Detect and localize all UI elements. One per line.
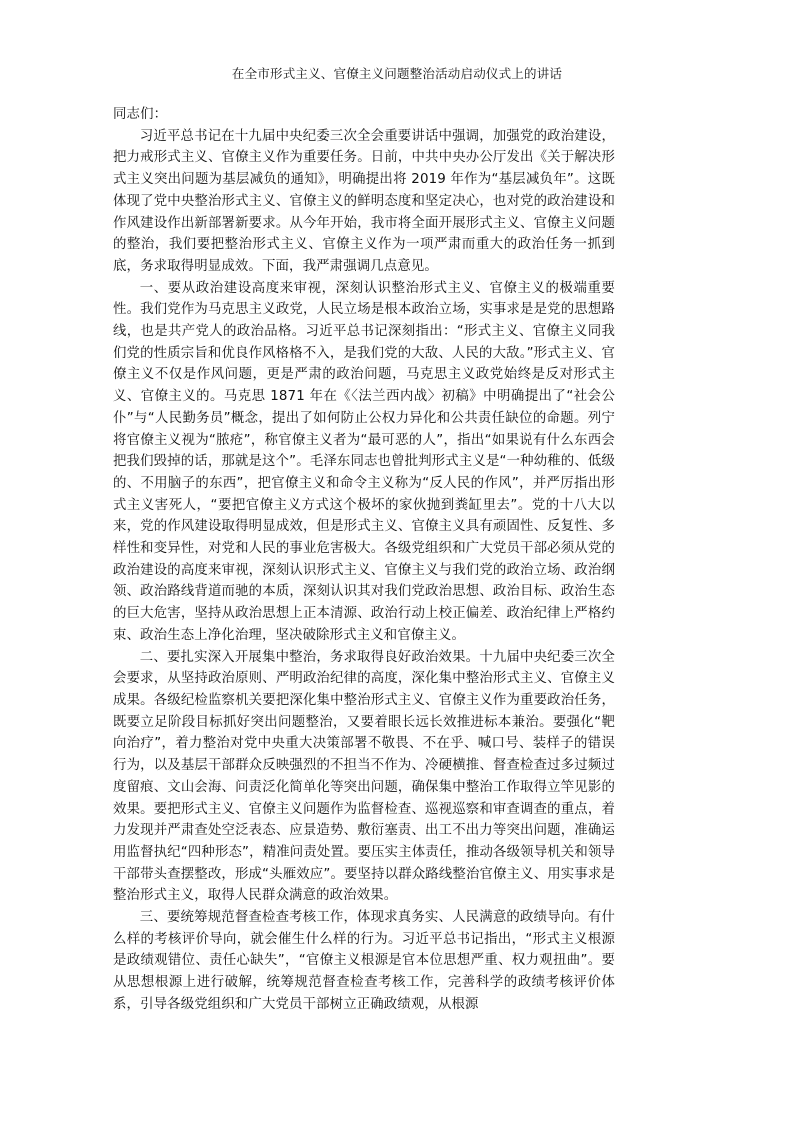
paragraph-section-one: 一、要从政治建设高度来审视，深刻认识整治形式主义、官僚主义的极端重要性。我们党作为马克思主义政党，人民立场是根本政治立场，实事求是是党的思想路线，也是共产党人的政治品格。习近平总书记深刻指出：“形式主义、官僚主义同我们党的性质宗旨和优良作风格格不入，是我们党的大敌、人民的大敌。”形式主义、官僚主义不仅是作风问题，更是严肃的政治问题，马克思主义政党始终是反对形式主义、官僚主义的。马克思 1871 年在《〈法兰西内战〉初稿》中明确提出了“社会公仆”与“人民勤务员”概念，提出了如何防止公权力异化和公共责任缺位的命题。列宁将官僚主义视为“脓疮”，称官僚主义者为“最可恶的人”，指出“如果说有什么东西会把我们毁掉的话，那就是这个”。毛泽东同志也曾批判形式主义是“一种幼稚的、低级的、不用脑子的东西”，把官僚主义和命令主义称为“反人民的作风”，并严厉指出形式主义害死人，“要把官僚主义方式这个极坏的家伙抛到粪缸里去”。党的十八大以来，党的作风建设取得明显成效，但是形式主义、官僚主义具有顽固性、反复性、多样性和变异性，对党和人民的事业危害极大。各级党组织和广大党员干部必须从党的政治建设的高度来审视，深刻认识形式主义、官僚主义与我们党的政治立场、政治纲领、政治路线背道而驰的本质，深刻认识其对我们党政治思想、政治目标、政治生态的巨大危害，坚持从政治思想上正本清源、政治行动上校正偏差、政治纪律上严格约束、政治生态上净化治理，坚决破除形式主义和官僚主义。 [113, 280, 615, 643]
paragraph-section-three: 三、要统筹规范督查检查考核工作，体现求真务实、人民满意的政绩导向。有什么样的考核评价导向，就会催生什么样的行为。习近平总书记指出，“形式主义根源是政绩观错位、责任心缺失”，“官僚主义根源是官本位思想严重、权力观扭曲”。要从思想根源上进行破解，统筹规范督查检查考核工作，完善科学的政绩考核评价体系，引导各级党组织和广大党员干部树立正确政绩观，从根源 [113, 910, 615, 1012]
document-body [113, 104, 615, 1016]
paragraph-section-two: 二、要扎实深入开展集中整治，务求取得良好政治效果。十九届中央纪委三次全会要求，从坚持政治原则、严明政治纪律的高度，深化集中整治形式主义、官僚主义成果。各级纪检监察机关要把深化集中整治形式主义、官僚主义作为重要政治任务，既要立足阶段目标抓好突出问题整治，又要着眼长远长效推进标本兼治。要强化“靶向治疗”，着力整治对党中央重大决策部署不敬畏、不在乎、喊口号、装样子的错误行为，以及基层干部群众反映强烈的不担当不作为、冷硬横推、督查检查过多过频过度留痕、文山会海、问责泛化简单化等突出问题，确保集中整治工作取得立竿见影的效果。要把形式主义、官僚主义问题作为监督检查、巡视巡察和审查调查的重点，着力发现并严肃查处空泛表态、应景造势、敷衍塞责、出工不出力等突出问题，准确运用监督执纪“四种形态”，精准问责处置。要压实主体责任，推动各级领导机关和领导干部带头查摆整改，形成“头雁效应”。要坚持以群众路线整治官僚主义、用实事求是整治形式主义，取得人民群众满意的政治效果。 [113, 649, 615, 904]
salutation: 同志们： [113, 107, 168, 122]
document-title: 在全市形式主义、官僚主义问题整治活动启动仪式上的讲话 [231, 66, 563, 81]
paragraph-intro: 习近平总书记在十九届中央纪委三次全会重要讲话中强调，加强党的政治建设，把力戒形式主义、官僚主义作为重要任务。日前，中共中央办公厅发出《关于解决形式主义突出问题为基层减负的通知》，明确提出将 2019 年作为“基层减负年”。这既体现了党中央整治形式主义、官僚主义的鲜明态度和坚定决心，也对党的政治建设和作风建设作出新部署新要求。从今年开始，我市将全面开展形式主义、官僚主义问题的整治，我们要把整治形式主义、官僚主义作为一项严肃而重大的政治任务一抓到底，务求取得明显成效。下面，我严肃强调几点意见。 [113, 128, 615, 274]
